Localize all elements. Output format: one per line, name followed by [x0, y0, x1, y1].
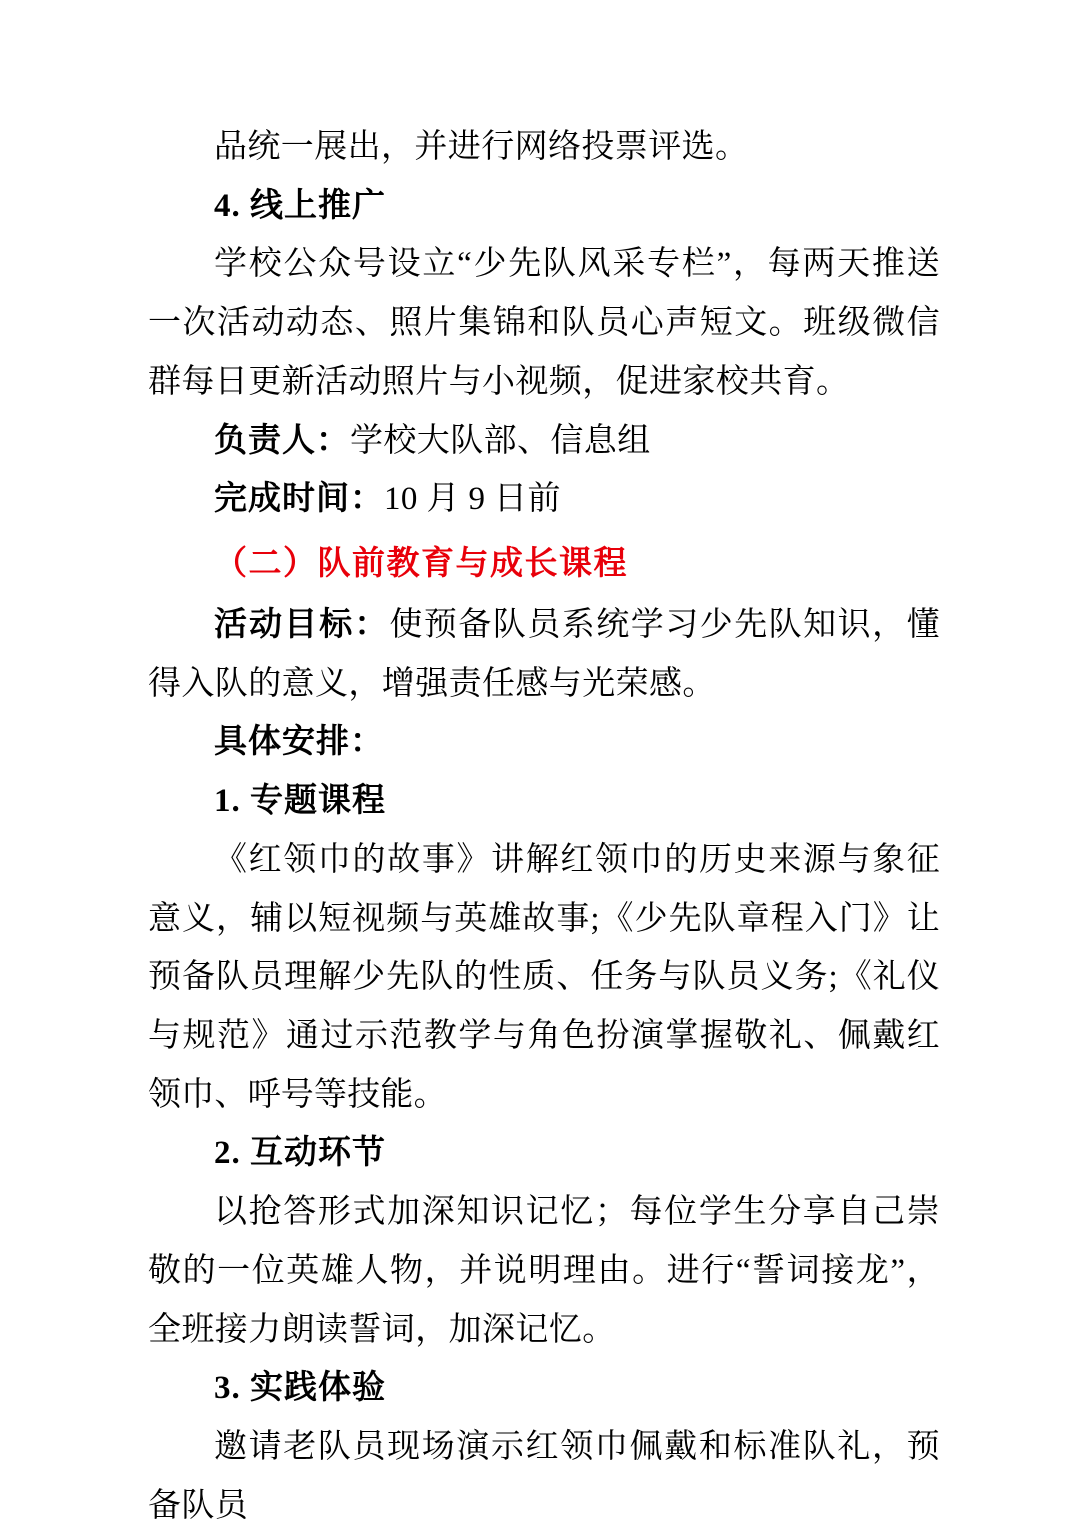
heading-3-practical-experience: 3. 实践体验	[214, 1370, 386, 1407]
section-title-pre-team-education: （二）队前教育与成长课程	[214, 546, 628, 583]
paragraph-interactive-session-detail: 以抢答形式加深知识记忆；每位学生分享自己崇敬的一位英雄人物，并说明理由。进行“誓词接龙”，全班接力朗读誓词，加深记忆。	[148, 1194, 940, 1348]
paragraph-practical-experience-detail: 邀请老队员现场演示红领巾佩戴和标准队礼，预备队员	[148, 1429, 940, 1524]
label-responsible-person: 负责人：	[214, 422, 350, 459]
line-completion-time	[148, 470, 940, 529]
heading-4-online-promotion: 4. 线上推广	[214, 187, 386, 224]
line-activity-goal	[148, 596, 940, 713]
label-specific-arrangement: 具体安排：	[214, 724, 384, 761]
heading-1-special-course: 1. 专题课程	[214, 783, 386, 820]
value-activity-goal: 使预备队员系统学习少先队知识，懂得入队的意义，增强责任感与光荣感。	[148, 606, 941, 702]
value-completion-time: 10 月 9 日前	[384, 481, 561, 518]
paragraph-online-exhibit-continued: 品统一展出，并进行网络投票评选。	[214, 129, 749, 165]
line-specific-arrangement	[148, 713, 940, 772]
document-body	[148, 118, 940, 1536]
paragraph-online-promotion-detail: 学校公众号设立“少先队风采专栏”，每两天推送一次活动动态、照片集锦和队员心声短文。班级微信群每日更新活动照片与小视频，促进家校共育。	[148, 246, 940, 400]
label-completion-time: 完成时间：	[214, 481, 384, 518]
value-responsible-person: 学校大队部、信息组	[350, 422, 651, 459]
line-responsible-person	[148, 412, 940, 471]
paragraph-special-course-detail: 《红领巾的故事》讲解红领巾的历史来源与象征意义，辅以短视频与英雄故事;《少先队章程入门》让预备队员理解少先队的性质、任务与队员义务;《礼仪与规范》通过示范教学与角色扮演掌握敬礼、佩戴红领巾、呼号等技能。	[148, 841, 940, 1113]
heading-2-interactive-session: 2. 互动环节	[214, 1135, 386, 1172]
label-activity-goal: 活动目标：	[214, 606, 390, 643]
